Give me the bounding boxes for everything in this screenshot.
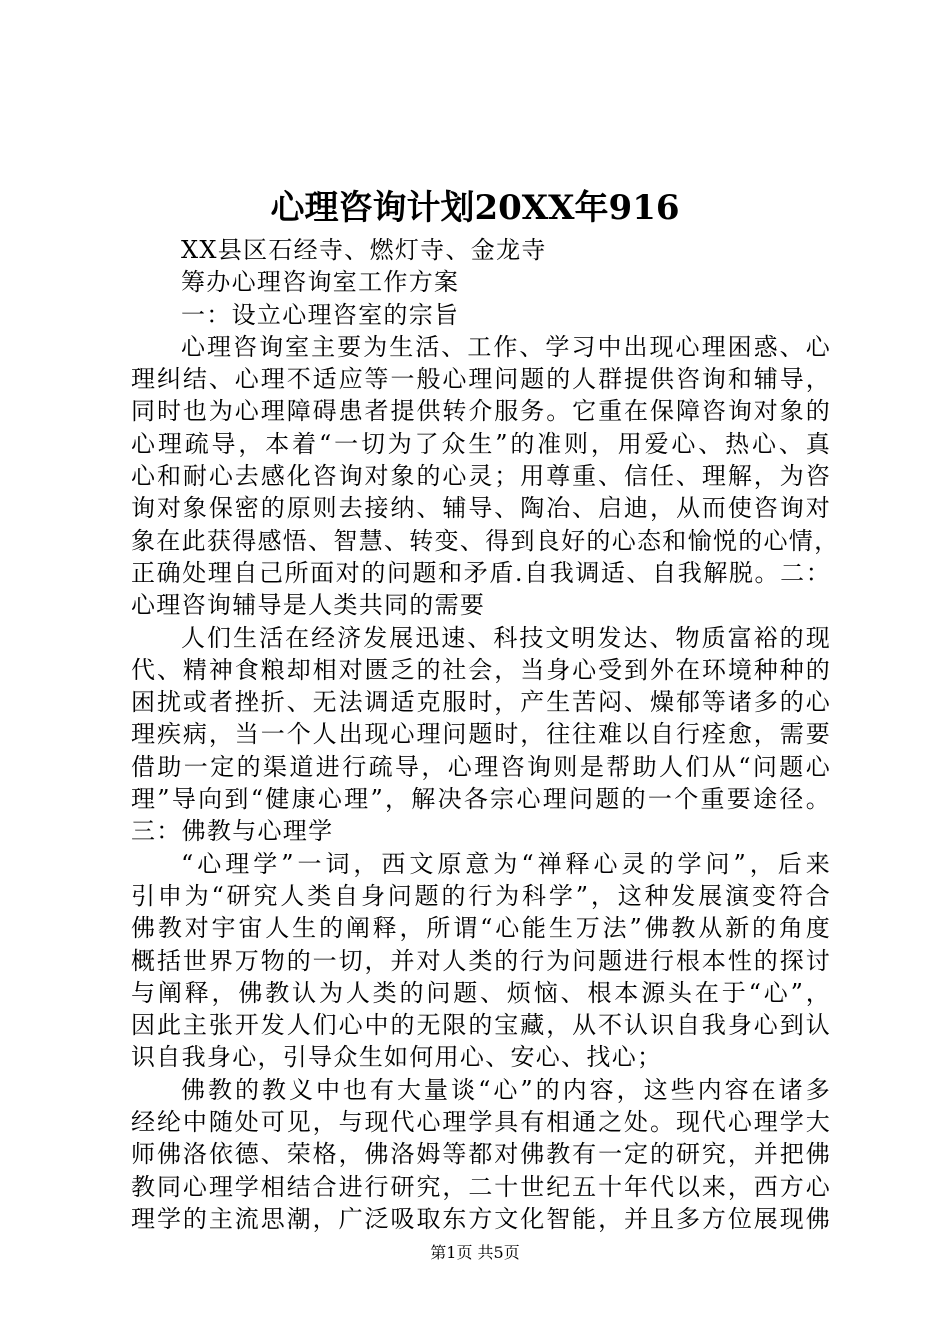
text-line: 概括世界万物的一切，并对人类的行为问题进行根本性的探讨	[131, 946, 831, 975]
text-line: 心理疏导，本着“一切为了众生”的准则，用爱心、热心、真	[131, 429, 831, 458]
text-line: 同时也为心理障碍患者提供转介服务。它重在保障咨询对象的	[131, 397, 831, 426]
text-line: 筹办心理咨询室工作方案	[181, 268, 460, 297]
text-line: 询对象保密的原则去接纳、辅导、陶冶、启迪，从而使咨询对	[131, 494, 831, 523]
document-title: 心理咨询计划20XX年916	[270, 188, 680, 228]
text-line: 经纶中随处可见，与现代心理学具有相通之处。现代心理学大	[131, 1108, 831, 1137]
text-line: XX县区石经寺、燃灯寺、金龙寺	[181, 236, 547, 264]
text-line: 一：设立心理咨室的宗旨	[181, 300, 460, 329]
page-number: 第1页 共5页	[430, 1243, 520, 1262]
document-body	[131, 234, 840, 1235]
text-line: 因此主张开发人们心中的无限的宝藏，从不认识自我身心到认	[131, 1011, 831, 1040]
text-line: 人们生活在经济发展迅速、科技文明发达、物质富裕的现	[181, 623, 831, 652]
text-line: 教同心理学相结合进行研究，二十世纪五十年代以来，西方心	[131, 1172, 831, 1201]
text-line: 心理咨询室主要为生活、工作、学习中出现心理困惑、心	[181, 332, 831, 361]
text-line: 理”导向到“健康心理”，解决各宗心理问题的一个重要途径。	[131, 785, 831, 814]
text-line: 借助一定的渠道进行疏导，心理咨询则是帮助人们从“问题心	[131, 752, 831, 781]
text-line: “心理学”一词，西文原意为“禅释心灵的学问”，后来	[181, 849, 831, 878]
text-line: 代、精神食粮却相对匮乏的社会，当身心受到外在环境种种的	[131, 655, 831, 684]
text-line: 佛教对宇宙人生的阐释，所谓“心能生万法”佛教从新的角度	[131, 914, 831, 943]
text-line: 佛教的教义中也有大量谈“心”的内容，这些内容在诸多	[181, 1075, 831, 1104]
text-line: 引申为“研究人类自身问题的行为科学”，这种发展演变符合	[131, 881, 831, 910]
text-line: 正确处理自己所面对的问题和矛盾.自我调适、自我解脱。二：	[131, 558, 831, 587]
text-line: 心理咨询辅导是人类共同的需要	[131, 591, 486, 620]
text-line: 三：佛教与心理学	[131, 817, 334, 846]
text-line: 理疾病，当一个人出现心理问题时，往往难以自行痊愈，需要	[131, 720, 831, 749]
text-line: 与阐释，佛教认为人类的问题、烦恼、根本源头在于“心”，	[131, 978, 831, 1007]
text-line: 象在此获得感悟、智慧、转变、得到良好的心态和愉悦的心情，	[131, 526, 840, 555]
text-line: 困扰或者挫折、无法调适克服时，产生苦闷、燥郁等诸多的心	[131, 688, 831, 717]
text-line: 心和耐心去感化咨询对象的心灵；用尊重、信任、理解，为咨	[131, 462, 831, 491]
text-line: 师佛洛依德、荣格，佛洛姆等都对佛教有一定的研究，并把佛	[131, 1140, 831, 1169]
text-line: 理纠结、心理不适应等一般心理问题的人群提供咨询和辅导，	[131, 365, 831, 394]
text-line: 理学的主流思潮，广泛吸取东方文化智能，并且多方位展现佛	[131, 1204, 831, 1233]
text-line: 识自我身心，引导众生如何用心、安心、找心；	[131, 1043, 663, 1072]
